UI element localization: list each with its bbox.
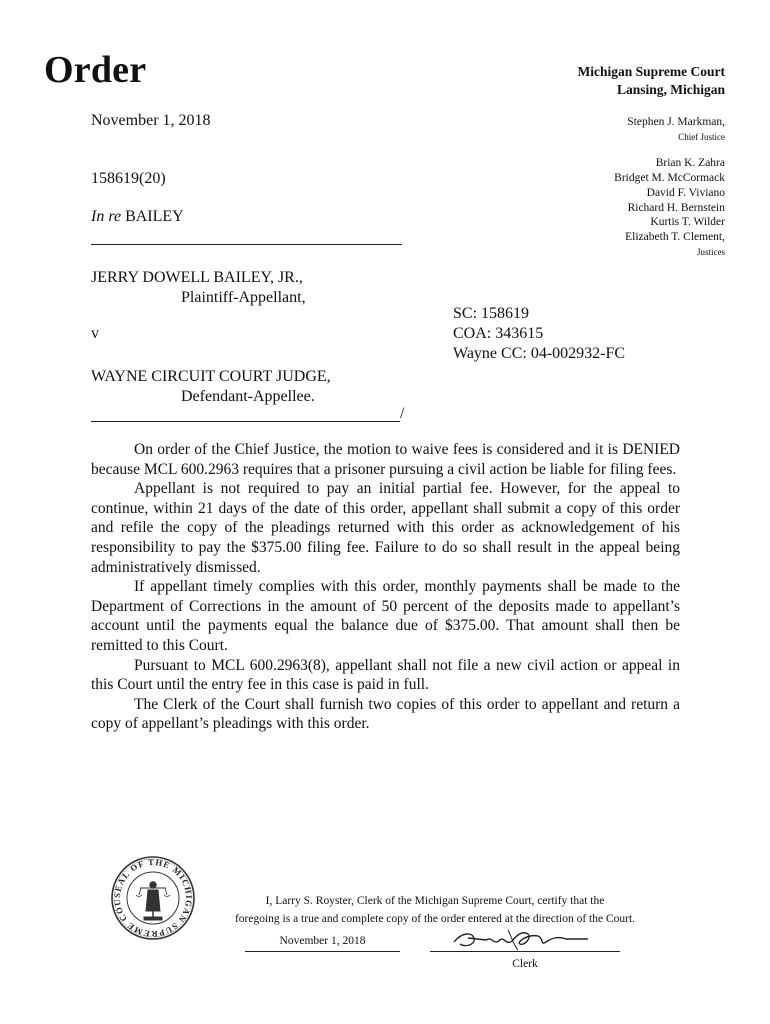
defendant-name: WAYNE CIRCUIT COURT JUDGE, — [91, 368, 331, 385]
order-paragraph: Appellant is not required to pay an initial partial fee. However, for the appeal to continue, within 21 days of the date of this order, appellant shall submit a copy of this order and refile the copy of the pleadings returned with this order as acknowledgement of his responsibility to pay the $375.00 filing fee. Failure to do so shall result in the appeal being administratively dismissed. — [91, 480, 680, 576]
justices-title: Justices — [697, 246, 725, 257]
date-rule — [245, 951, 400, 952]
seal-text: SEAL OF THE MICHIGAN SUPREME COU — [111, 856, 195, 940]
justice-name: Kurtis T. Wilder — [650, 216, 725, 229]
caption-end-slash: / — [400, 405, 405, 422]
sc-number: SC: 158619 — [453, 305, 530, 322]
plaintiff-block — [91, 268, 306, 308]
certification-date: November 1, 2018 — [279, 935, 366, 947]
plaintiff-role: Plaintiff-Appellant, — [181, 289, 306, 306]
justice-name: Bridget M. McCormack — [614, 172, 725, 185]
plaintiff-name: JERRY DOWELL BAILEY, JR., — [91, 269, 303, 286]
defendant-block — [91, 367, 331, 407]
certification-line: foregoing is a true and complete copy of the order entered at the direction of the Court. — [234, 913, 636, 925]
order-body — [91, 440, 680, 734]
court-heading — [578, 63, 726, 99]
justice-name: Elizabeth T. Clement, — [625, 230, 725, 243]
justice-name: Richard H. Bernstein — [627, 201, 725, 214]
case-numbers — [453, 304, 625, 364]
clerk-signature — [448, 924, 598, 959]
versus: v — [91, 325, 99, 342]
caption-top-rule — [91, 244, 402, 245]
court-seal-icon — [110, 855, 196, 946]
certification-line: I, Larry S. Royster, Clerk of the Michigan Supreme Court, certify that the — [265, 895, 605, 907]
court-name: Michigan Supreme Court — [577, 64, 725, 79]
justices-list — [614, 115, 725, 259]
order-paragraph: On order of the Chief Justice, the motion to waive fees is considered and it is DENIED because MCL 600.2963 requires that a prisoner pursuing a civil action be liable for filing fees. — [91, 441, 680, 478]
defendant-role: Defendant-Appellee. — [181, 388, 315, 405]
justice-name: Brian K. Zahra — [655, 157, 725, 170]
certification-text — [200, 892, 670, 928]
chief-justice-title: Chief Justice — [678, 131, 725, 142]
order-paragraph: The Clerk of the Court shall furnish two copies of this order to appellant and return a copy of appellant’s pleadings with this order. — [91, 695, 680, 733]
wayne-cc-number: Wayne CC: 04-002932-FC — [453, 345, 626, 362]
coa-number: COA: 343615 — [453, 325, 544, 342]
signature-rule — [430, 951, 620, 952]
order-title: Order — [44, 49, 147, 91]
caption-bottom-rule — [91, 421, 400, 422]
in-re-prefix: In re — [91, 208, 122, 225]
clerk-label: Clerk — [512, 958, 538, 970]
order-date: November 1, 2018 — [91, 112, 211, 129]
order-paragraph: Pursuant to MCL 600.2963(8), appellant shall not file a new civil action or appeal in this Court until the entry fee in this case is paid in full. — [91, 656, 680, 694]
court-location: Lansing, Michigan — [616, 82, 725, 97]
docket-number: 158619(20) — [91, 170, 166, 187]
chief-justice-name: Stephen J. Markman, — [627, 116, 725, 128]
justice-name: David F. Viviano — [646, 186, 725, 199]
in-re-line — [91, 208, 184, 226]
in-re-name: BAILEY — [125, 208, 184, 225]
order-paragraph: If appellant timely complies with this order, monthly payments shall be made to the Department of Corrections in the amount of 50 percent of the deposits made to appellant’s account until the payments equal the balance due of $375.00. That amount shall then be remitted to this Court. — [91, 578, 680, 654]
